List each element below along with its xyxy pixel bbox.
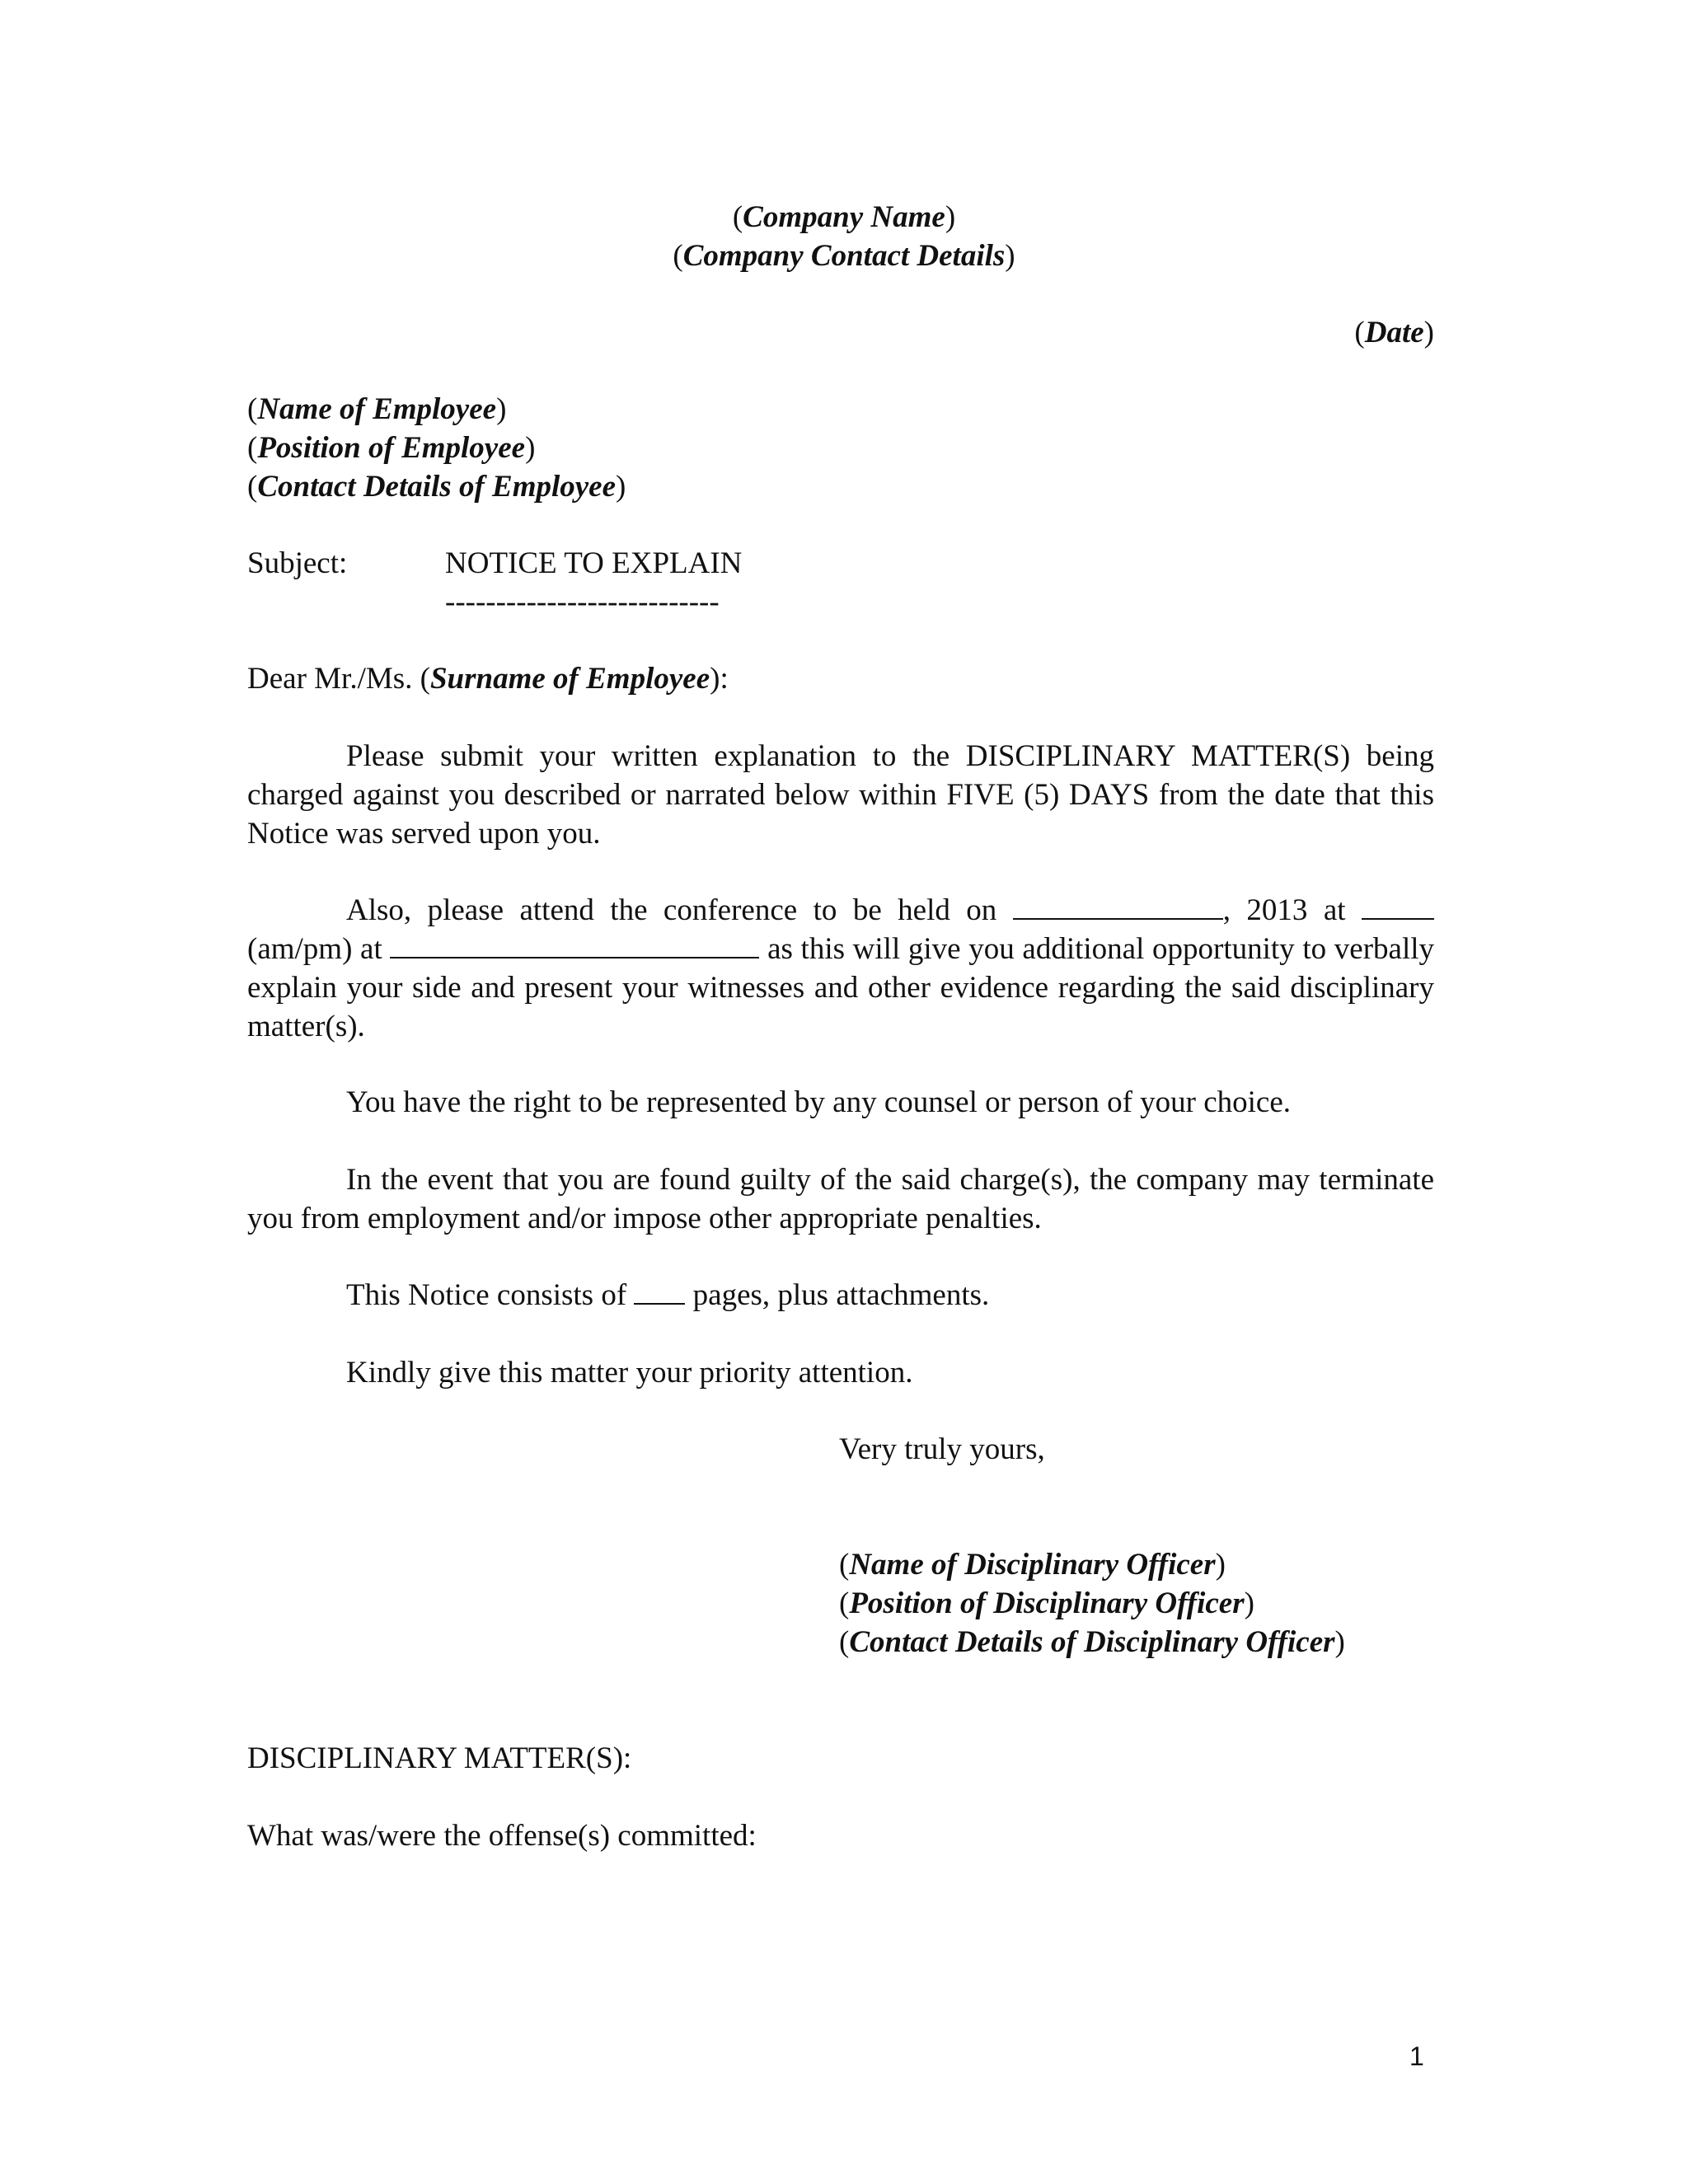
- officer-name-text: Name of Disciplinary Officer: [849, 1548, 1216, 1582]
- p5-part-b: pages, plus attachments.: [692, 1278, 990, 1312]
- subject-label: Subject:: [247, 546, 348, 580]
- officer-position-text: Position of Disciplinary Officer: [849, 1586, 1245, 1620]
- paragraph-priority: Kindly give this matter your priority attention.: [346, 1356, 913, 1390]
- date-text: Date: [1364, 316, 1424, 349]
- company-contact: (Company Contact Details): [673, 239, 1015, 273]
- subject-underline: ---------------------------: [445, 585, 720, 619]
- paragraph-conference: [247, 891, 1434, 1046]
- employee-contact-text: Contact Details of Employee: [257, 470, 617, 504]
- employee-name: (Name of Employee): [247, 392, 507, 426]
- matters-heading: DISCIPLINARY MATTER(S):: [247, 1741, 632, 1775]
- company-name-text: Company Name: [743, 200, 945, 234]
- paragraph-page-count: [247, 1276, 1434, 1315]
- officer-contact: (Contact Details of Disciplinary Officer): [839, 1625, 1345, 1659]
- paragraph-penalties: In the event that you are found guilty of the said charge(s), the company may terminate you from employment and/or impose other appropriate penalties.: [247, 1163, 1434, 1235]
- subject-value: NOTICE TO EXPLAIN: [445, 546, 743, 580]
- salutation-surname: Surname of Employee: [429, 662, 710, 696]
- p2-part-c: (am/pm) at: [247, 932, 382, 966]
- employee-position: (Position of Employee): [247, 431, 536, 465]
- letter-date: (Date): [1354, 316, 1434, 349]
- employee-position-text: Position of Employee: [257, 431, 526, 465]
- salutation-prefix: Dear Mr./Ms. (: [247, 662, 430, 696]
- p2-part-a: Also, please attend the conference to be held on: [346, 893, 997, 927]
- officer-name: (Name of Disciplinary Officer): [839, 1548, 1226, 1582]
- paragraph-counsel: You have the right to be represented by any counsel or person of your choice.: [346, 1085, 1292, 1119]
- page-number: 1: [1409, 2041, 1424, 2071]
- valediction: Very truly yours,: [839, 1432, 1045, 1466]
- offense-question: What was/were the offense(s) committed:: [247, 1819, 757, 1853]
- salutation-suffix: ):: [710, 662, 729, 696]
- employee-contact: (Contact Details of Employee): [247, 470, 626, 504]
- salutation: [247, 659, 729, 698]
- conference-time-blank: [1362, 893, 1434, 920]
- conference-date-blank: [1013, 893, 1223, 920]
- officer-contact-text: Contact Details of Disciplinary Officer: [849, 1625, 1335, 1659]
- p2-part-d: as this will give you additional opportunity to verbally explain your side and present your witnesses and other evidence regarding the said disciplinary matter(s).: [247, 932, 1434, 1043]
- company-contact-text: Company Contact Details: [682, 239, 1006, 273]
- conference-place-blank: [390, 932, 759, 958]
- employee-name-text: Name of Employee: [257, 392, 497, 426]
- p2-part-b: , 2013 at: [1222, 893, 1346, 927]
- company-name: (Company Name): [732, 200, 956, 234]
- officer-position: (Position of Disciplinary Officer): [839, 1586, 1254, 1620]
- p5-part-a: This Notice consists of: [346, 1278, 627, 1312]
- paragraph-submit-explanation: Please submit your written explanation to the DISCIPLINARY MATTER(S) being charged against you described or narrated below within FIVE (5) DAYS from the date that this Notice was served upon you.: [247, 739, 1434, 851]
- page-count-blank: [634, 1278, 685, 1305]
